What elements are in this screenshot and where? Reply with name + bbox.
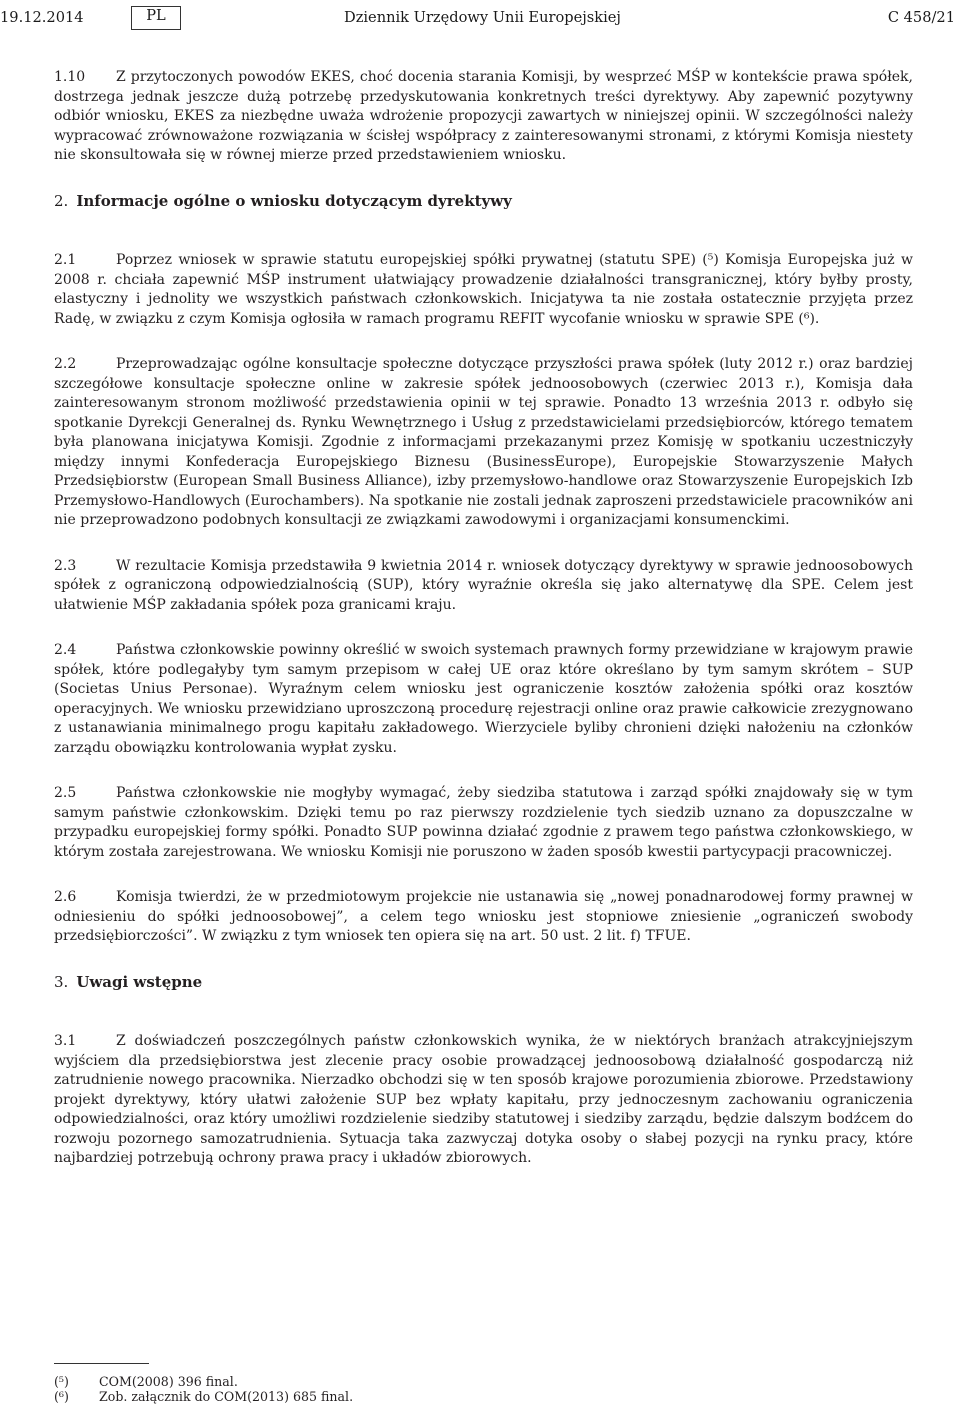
paragraph-text: Państwa członkowskie nie mogłyby wymagać, żeby siedziba statutowa i zarząd spółki znajdowały się w tym samym państwie członkowskim. Dzięki temu po raz pierwszy rozdzielenie tych siedzib uznano za dopuszczalne w przypadku europejskiej formy spółki. Ponadto SUP powinna działać zgodnie z prawem tego państwa członkowskiego, w którym została zarejestrowana. We wniosku Komisji nie poruszono w żaden sposób kwestii partycypacji pracowniczej. xyxy=(54,785,913,860)
paragraph-number: 2.1 xyxy=(54,252,77,268)
paragraph-text: Państwa członkowskie powinny określić w swoich systemach prawnych formy przewidziane w krajowym prawie spółek, które podlegałyby tym samym przepisom w całej UE oraz które określano by tym samym skrótem – SUP (Societas Unius Personae). Wyraźnym celem wniosku jest ograniczenie kosztów założenia spółki oraz kosztów operacyjnych. We wniosku przewidziano uproszczoną procedurę rejestracji online oraz prawie całkowicie zrezygnowano z ustanawiania minimalnego progu kapitału zakładowego. Wierzyciele byliby chronieni dzięki nałożeniu na członków zarządu obowiązku kontrolowania wypłat zysku. xyxy=(54,642,913,756)
section-heading xyxy=(54,192,913,212)
journal-title: Dziennik Urzędowy Unii Europejskiej xyxy=(344,9,621,26)
publication-date: 19.12.2014 xyxy=(0,9,84,26)
paragraph-text: Poprzez wniosek w sprawie statutu europejskiej spółki prywatnej (statutu SPE) (⁵) Komisja Europejska już w 2008 r. chciała zapewnić MŚP instrument ułatwiający prowadzenie działalności transgranicznej, który byłby prosty, elastyczny i jednolity we wszystkich państwach członkowskich. Inicjatywa ta nie została ostatecznie przyjęta przez Radę, w związku z czym Komisja ogłosiła w ramach programu REFIT wycofanie wniosku w sprawie SPE (⁶). xyxy=(54,252,913,327)
paragraph xyxy=(54,784,913,862)
section-title: Informacje ogólne o wniosku dotyczącym dyrektywy xyxy=(76,191,512,210)
paragraph-text: Z przytoczonych powodów EKES, choć docenia starania Komisji, by wesprzeć MŚP w kontekście prawa spółek, dostrzega jednak jeszcze dużą potrzebę przedyskutowania konkretnych treści dyrektywy. Aby zapewnić pozytywny odbiór wniosku, EKES za niezbędne uważa wdrożenie propozycji zawartych w niniejszej opinii. W szczególności należy wypracować zrównoważone rozwiązania w ścisłej współpracy z zainteresowanymi stronami, z którymi Komisja niestety nie skonsultowała się w równej mierze przed przedstawieniem wniosku. xyxy=(54,69,913,163)
page-reference: C 458/21 xyxy=(887,9,955,26)
paragraph-text: Przeprowadzając ogólne konsultacje społeczne dotyczące przyszłości prawa spółek (luty 2012 r.) oraz bardziej szczegółowe konsultacje społeczne online w zakresie spółek jednoosobowych (czerwiec 2013 r.), Komisja dała zainteresowanym stronom możliwość przedstawienia opinii w tej sprawie. Ponadto 13 września 2013 r. odbyło się spotkanie Dyrekcji Generalnej ds. Rynku Wewnętrznego i Usług z przedstawicielami przedsiębiorców, którego tematem była planowana inicjatywa Komisji. Zgodnie z informacjami przekazanymi przez Komisję w spotkaniu uczestniczyły między innymi Konfederacja Europejskiego Biznesu (BusinessEurope), Europejskie Stowarzyszenie Małych Przedsiębiorstw (European Small Business Alliance), izby przemysłowo-handlowe oraz Stowarzyszenie Europejskich Izb Przemysłowo-Handlowych (Eurochambers). Na spotkanie nie zostali jednak zaproszeni przedstawiciele pracowników ani nie przeprowadzono podobnych konsultacji ze związkami zawodowymi i organizacjami konsumenckimi. xyxy=(54,356,913,528)
footnote-text: COM(2008) 396 final. xyxy=(99,1374,238,1389)
paragraph-number: 2.3 xyxy=(54,557,77,574)
paragraph-text: Z doświadczeń poszczególnych państw członkowskich wynika, że w niektórych branżach atrakcyjniejszym wyjściem dla przedsiębiorstwa jest zlecenie pracy osobie prowadzącej jednoosobową działalność gospodarczą niż zatrudnienie nowego pracownika. Nierzadko obchodzi się w ten sposób krajowe porozumienia zbiorowe. Przedstawiony projekt dyrektywy, który ułatwi założenie SUP bez wpłaty kapitału, przy jednoczesnym zachowaniu ograniczenia odpowiedzialności, oraz który umożliwi rozdzielenie siedziby statutowej i siedziby zarządu, będzie dalszym bodźcem do rozwoju pozornego samozatrudnienia. Sytuacja taka zazwyczaj dotyka osoby o słabej pozycji na rynku pracy, które najbardziej potrzebują ochrony prawa pracy i układów zbiorowych. xyxy=(54,1033,913,1166)
paragraph xyxy=(54,641,913,758)
section-number: 3. xyxy=(54,972,69,991)
paragraph xyxy=(54,1032,913,1169)
paragraph xyxy=(54,355,913,531)
document-body xyxy=(54,68,913,1195)
section-heading xyxy=(54,973,913,993)
paragraph xyxy=(54,251,913,329)
paragraph-number: 2.2 xyxy=(54,356,77,372)
footnote-divider xyxy=(54,1363,149,1364)
language-badge: PL xyxy=(131,6,181,30)
footnote-mark: (⁵) xyxy=(54,1374,69,1389)
paragraph-number: 2.5 xyxy=(54,785,77,801)
paragraph-number: 3.1 xyxy=(54,1033,77,1049)
page-header xyxy=(0,6,960,30)
paragraph xyxy=(54,68,913,166)
section-number: 2. xyxy=(54,191,69,210)
footnote xyxy=(54,1389,913,1404)
paragraph-text: Komisja twierdzi, że w przedmiotowym projekcie nie ustanawia się „nowej ponadnarodowej formy prawnej w odniesieniu do spółki jednoosobowej”, a celem tego wniosku jest stopniowe zniesienie „ograniczeń swobody przedsiębiorczości”. W związku z tym wniosek ten opiera się na art. 50 ust. 2 lit. f) TFUE. xyxy=(54,889,913,944)
paragraph-number: 2.4 xyxy=(54,642,77,658)
paragraph xyxy=(54,888,913,947)
paragraph-number: 1.10 xyxy=(54,69,86,85)
paragraph-number: 2.6 xyxy=(54,889,77,905)
paragraph xyxy=(54,557,913,616)
footnotes xyxy=(54,1363,913,1404)
footnote xyxy=(54,1374,913,1389)
section-title: Uwagi wstępne xyxy=(76,972,203,991)
footnote-text: Zob. załącznik do COM(2013) 685 final. xyxy=(99,1389,354,1404)
footnote-mark: (⁶) xyxy=(54,1389,69,1404)
paragraph-text: W rezultacie Komisja przedstawiła 9 kwietnia 2014 r. wniosek dotyczący dyrektywy w sprawie jednoosobowych spółek z ograniczoną odpowiedzialnością (SUP), który wyraźnie określa się jako alternatywę dla SPE. Celem jest ułatwienie MŚP zakładania spółek poza granicami kraju. xyxy=(54,557,913,613)
